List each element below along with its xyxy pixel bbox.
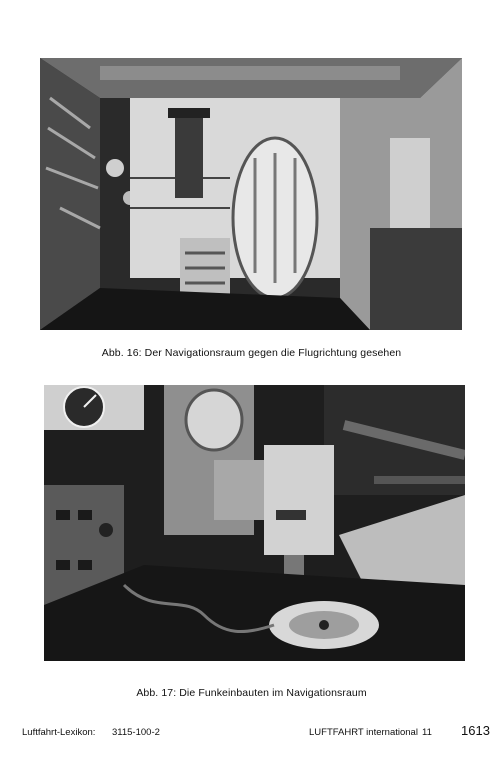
photo-navigation-room [40,58,462,330]
footer-magazine: LUFTFAHRT international [309,727,418,738]
page-number: 1613 [461,723,490,738]
footer-issue: 11 [422,727,432,738]
footer-code: 3115-100-2 [112,727,160,738]
photo-radio-installations-image [44,385,465,661]
footer-series-label: Luftfahrt-Lexikon: [22,727,96,738]
figure-16-caption: Abb. 16: Der Navigationsraum gegen die Flugrichtung gesehen [101,347,402,359]
photo-navigation-room-image [40,58,462,330]
figure-17-caption: Abb. 17: Die Funkeinbauten im Navigationsraum [136,687,367,699]
photo-radio-installations [44,385,465,661]
